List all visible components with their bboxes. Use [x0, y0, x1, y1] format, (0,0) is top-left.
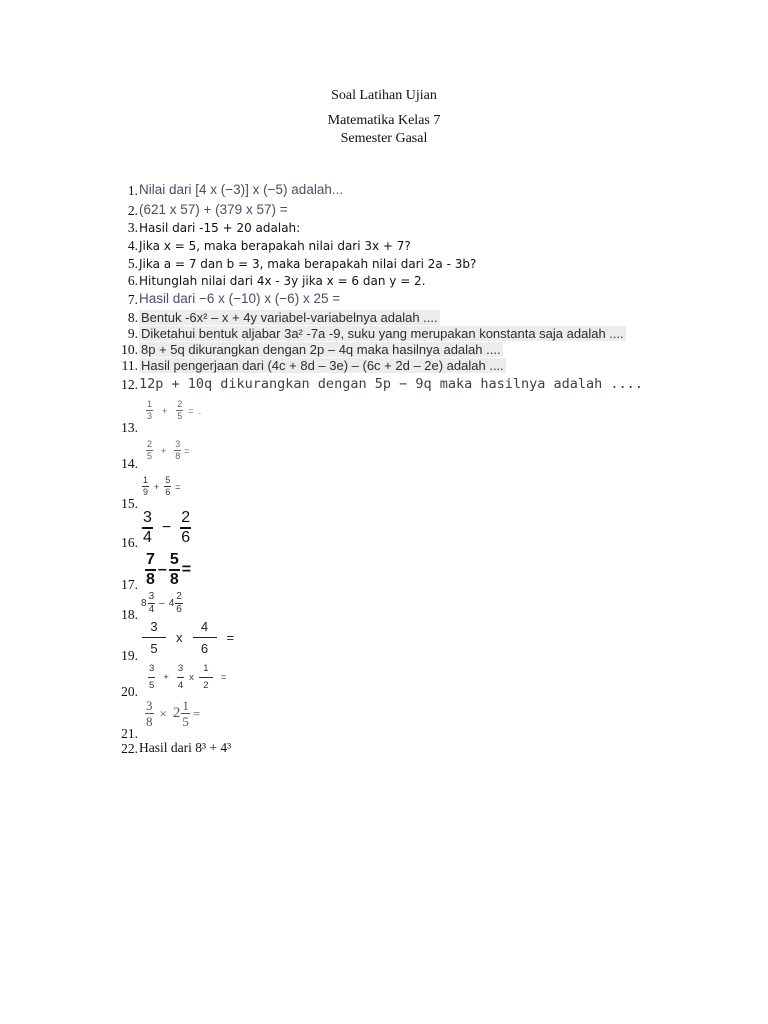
fraction: 5 8 — [169, 551, 179, 588]
question-6-text: Hitunglah nilai dari 4x - 3y jika x = 6 dan y = 2. — [139, 274, 426, 288]
question-number: 14. — [121, 456, 138, 471]
question-number: 8. — [127, 310, 138, 325]
question-number: 21. — [121, 726, 138, 741]
question-number: 3. — [127, 220, 138, 235]
question-15-expression: 1 9 + 5 6 = — [143, 475, 181, 497]
question-number: 10. — [121, 342, 138, 357]
fraction: 3 8 — [175, 439, 181, 461]
question-number: 5. — [127, 256, 138, 271]
question-number: 9. — [127, 326, 138, 341]
fraction: 3 5 — [142, 620, 166, 655]
fraction: 3 8 — [146, 698, 153, 729]
question-number: 18. — [121, 607, 138, 622]
question-21-expression: 3 8 × 2 1 5 = — [146, 698, 201, 729]
fraction: 3 5 — [149, 663, 155, 691]
question-22-text: Hasil dari 8³ + 4³ — [139, 740, 232, 755]
fraction: 3 4 — [148, 591, 155, 615]
fraction: 1 3 — [147, 399, 153, 421]
question-number: 16. — [121, 535, 138, 550]
fraction: 1 9 — [143, 475, 149, 497]
question-number: 17. — [121, 577, 138, 592]
question-number: 2. — [127, 203, 138, 218]
fraction: 7 8 — [146, 551, 155, 588]
question-number: 1. — [127, 183, 138, 198]
subject-subtitle: Matematika Kelas 7 — [327, 113, 441, 128]
question-12-text: 12p + 10q dikurangkan dengan 5p − 9q maka hasilnya adalah .... — [139, 376, 643, 392]
question-18-expression: 8 3 4 – 4 2 6 — [141, 591, 182, 615]
question-19-expression: 3 5 x 4 6 = — [142, 620, 244, 655]
question-number: 20. — [121, 684, 138, 699]
question-8-text: Bentuk -6x² – x + 4y variabel-variabelnya adalah .... — [141, 310, 438, 325]
semester-subtitle: Semester Gasal — [340, 131, 428, 146]
question-4-text: Jika x = 5, maka berapakah nilai dari 3x + 7? — [139, 239, 411, 253]
page-title: Soal Latihan Ujian — [331, 88, 437, 103]
question-7-text: Hasil dari −6 x (−10) x (−6) x 25 = — [139, 291, 341, 306]
fraction: 4 6 — [193, 620, 217, 655]
fraction: 2 6 — [176, 591, 182, 615]
fraction: 2 6 — [181, 509, 191, 546]
question-number: 13. — [121, 420, 138, 435]
fraction: 2 5 — [177, 399, 183, 421]
question-9-text: Diketahui bentuk aljabar 3a² -7a -9, suku yang merupakan konstanta saja adalah .... — [141, 326, 624, 341]
fraction: 1 2 — [199, 664, 213, 690]
question-16-expression: 3 4 − 2 6 — [143, 509, 191, 546]
question-number: 4. — [127, 238, 138, 253]
question-number: 12. — [121, 377, 138, 392]
question-20-expression: 3 5 + 3 4 x 1 2 = — [149, 663, 227, 691]
fraction: 3 4 — [143, 509, 152, 546]
fraction: 3 4 — [177, 663, 184, 691]
question-13-expression: 1 3 + 2 5 = . — [147, 399, 202, 421]
question-17-expression: 7 8 – 5 8 = — [146, 551, 192, 588]
question-2-text: (621 x 57) + (379 x 57) = — [139, 202, 288, 217]
question-5-text: Jika a = 7 dan b = 3, maka berapakah nilai dari 2a - 3b? — [139, 257, 477, 271]
fraction: 2 5 — [147, 439, 153, 461]
question-number: 7. — [127, 292, 138, 307]
question-number: 15. — [121, 496, 138, 511]
question-3-text: Hasil dari -15 + 20 adalah: — [139, 221, 301, 235]
question-number: 11. — [121, 358, 138, 373]
fraction: 5 6 — [165, 475, 171, 497]
question-10-text: 8p + 5q dikurangkan dengan 2p – 4q maka hasilnya adalah .... — [141, 342, 501, 357]
question-14-expression: 2 5 + 3 8 = — [147, 439, 190, 461]
question-number: 19. — [121, 648, 138, 663]
question-number: 22. — [121, 741, 138, 756]
fraction: 1 5 — [182, 698, 189, 729]
question-11-text: Hasil pengerjaan dari (4c + 8d – 3e) – (6c + 2d – 2e) adalah .... — [141, 358, 504, 373]
question-1-text: Nilai dari [4 x (−3)] x (−5) adalah... — [139, 182, 344, 197]
question-number: 6. — [127, 273, 138, 288]
